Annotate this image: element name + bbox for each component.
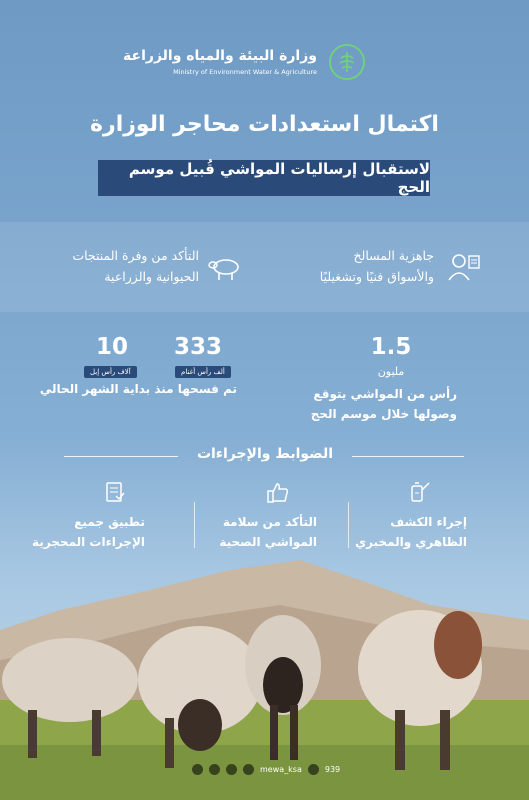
cleared-since-month-text: تم فسحها منذ بداية الشهر الحالي (39, 382, 237, 396)
social-handle[interactable]: mewa_ksa (260, 765, 302, 774)
footer-social (192, 764, 340, 775)
sheep-icon (208, 256, 242, 286)
page-title: اكتمال استعدادات محاجر الوزارة (90, 112, 439, 137)
social-icon-3[interactable] (226, 764, 237, 775)
social-icon-1[interactable] (192, 764, 203, 775)
livestock-description: رأس من المواشي يتوقع وصولها خلال موسم الحج (310, 387, 457, 421)
divider-left (64, 456, 178, 457)
lab-test-icon (408, 480, 432, 508)
livestock-number: 1.5 (370, 334, 412, 360)
sheep-count-number: 333 (173, 334, 222, 360)
checklist-icon (104, 480, 126, 508)
control-quarantine-procedures: تطبيق جميع الإجراءات المحجرية (32, 515, 145, 549)
ministry-logo-icon (329, 44, 365, 80)
control-lab-inspection: إجراء الكشف الظاهري والمخبري (355, 515, 467, 549)
camel-count-number: 10 (95, 334, 128, 360)
sheep-count-badge: ألف رأس أغنام (175, 366, 231, 378)
control-divider-1 (348, 502, 349, 548)
thumbs-up-icon (266, 482, 290, 508)
divider-right (352, 456, 464, 457)
social-icon-4[interactable] (243, 764, 254, 775)
control-divider-2 (194, 502, 195, 548)
livestock-unit: مليون (377, 365, 405, 378)
inspector-icon (447, 252, 481, 286)
readiness-slaughterhouses: جاهزية المسالخ والأسواق فنيًا وتشغيليًا (319, 248, 434, 284)
phone-icon (308, 764, 319, 775)
sheep-photo (0, 550, 529, 800)
ministry-name-arabic: وزارة البيئة والمياه والزراعة (123, 48, 317, 64)
camel-count-badge: آلاف رأس إبل (84, 366, 137, 378)
phone-number[interactable]: 939 (324, 765, 341, 774)
controls-title: الضوابط والإجراءات (196, 446, 334, 462)
subtitle-bar (98, 160, 430, 196)
ministry-name-english: Ministry of Environment Water & Agriculture (173, 68, 317, 76)
social-icon-2[interactable] (209, 764, 220, 775)
control-health-safety: التأكد من سلامة المواشي الصحية (219, 515, 317, 549)
readiness-products: التأكد من وفرة المنتجات الحيوانية والزراعية (72, 248, 199, 284)
subtitle-text: لاستقبال إرساليات المواشي قُبيل موسم الحج (128, 160, 430, 196)
